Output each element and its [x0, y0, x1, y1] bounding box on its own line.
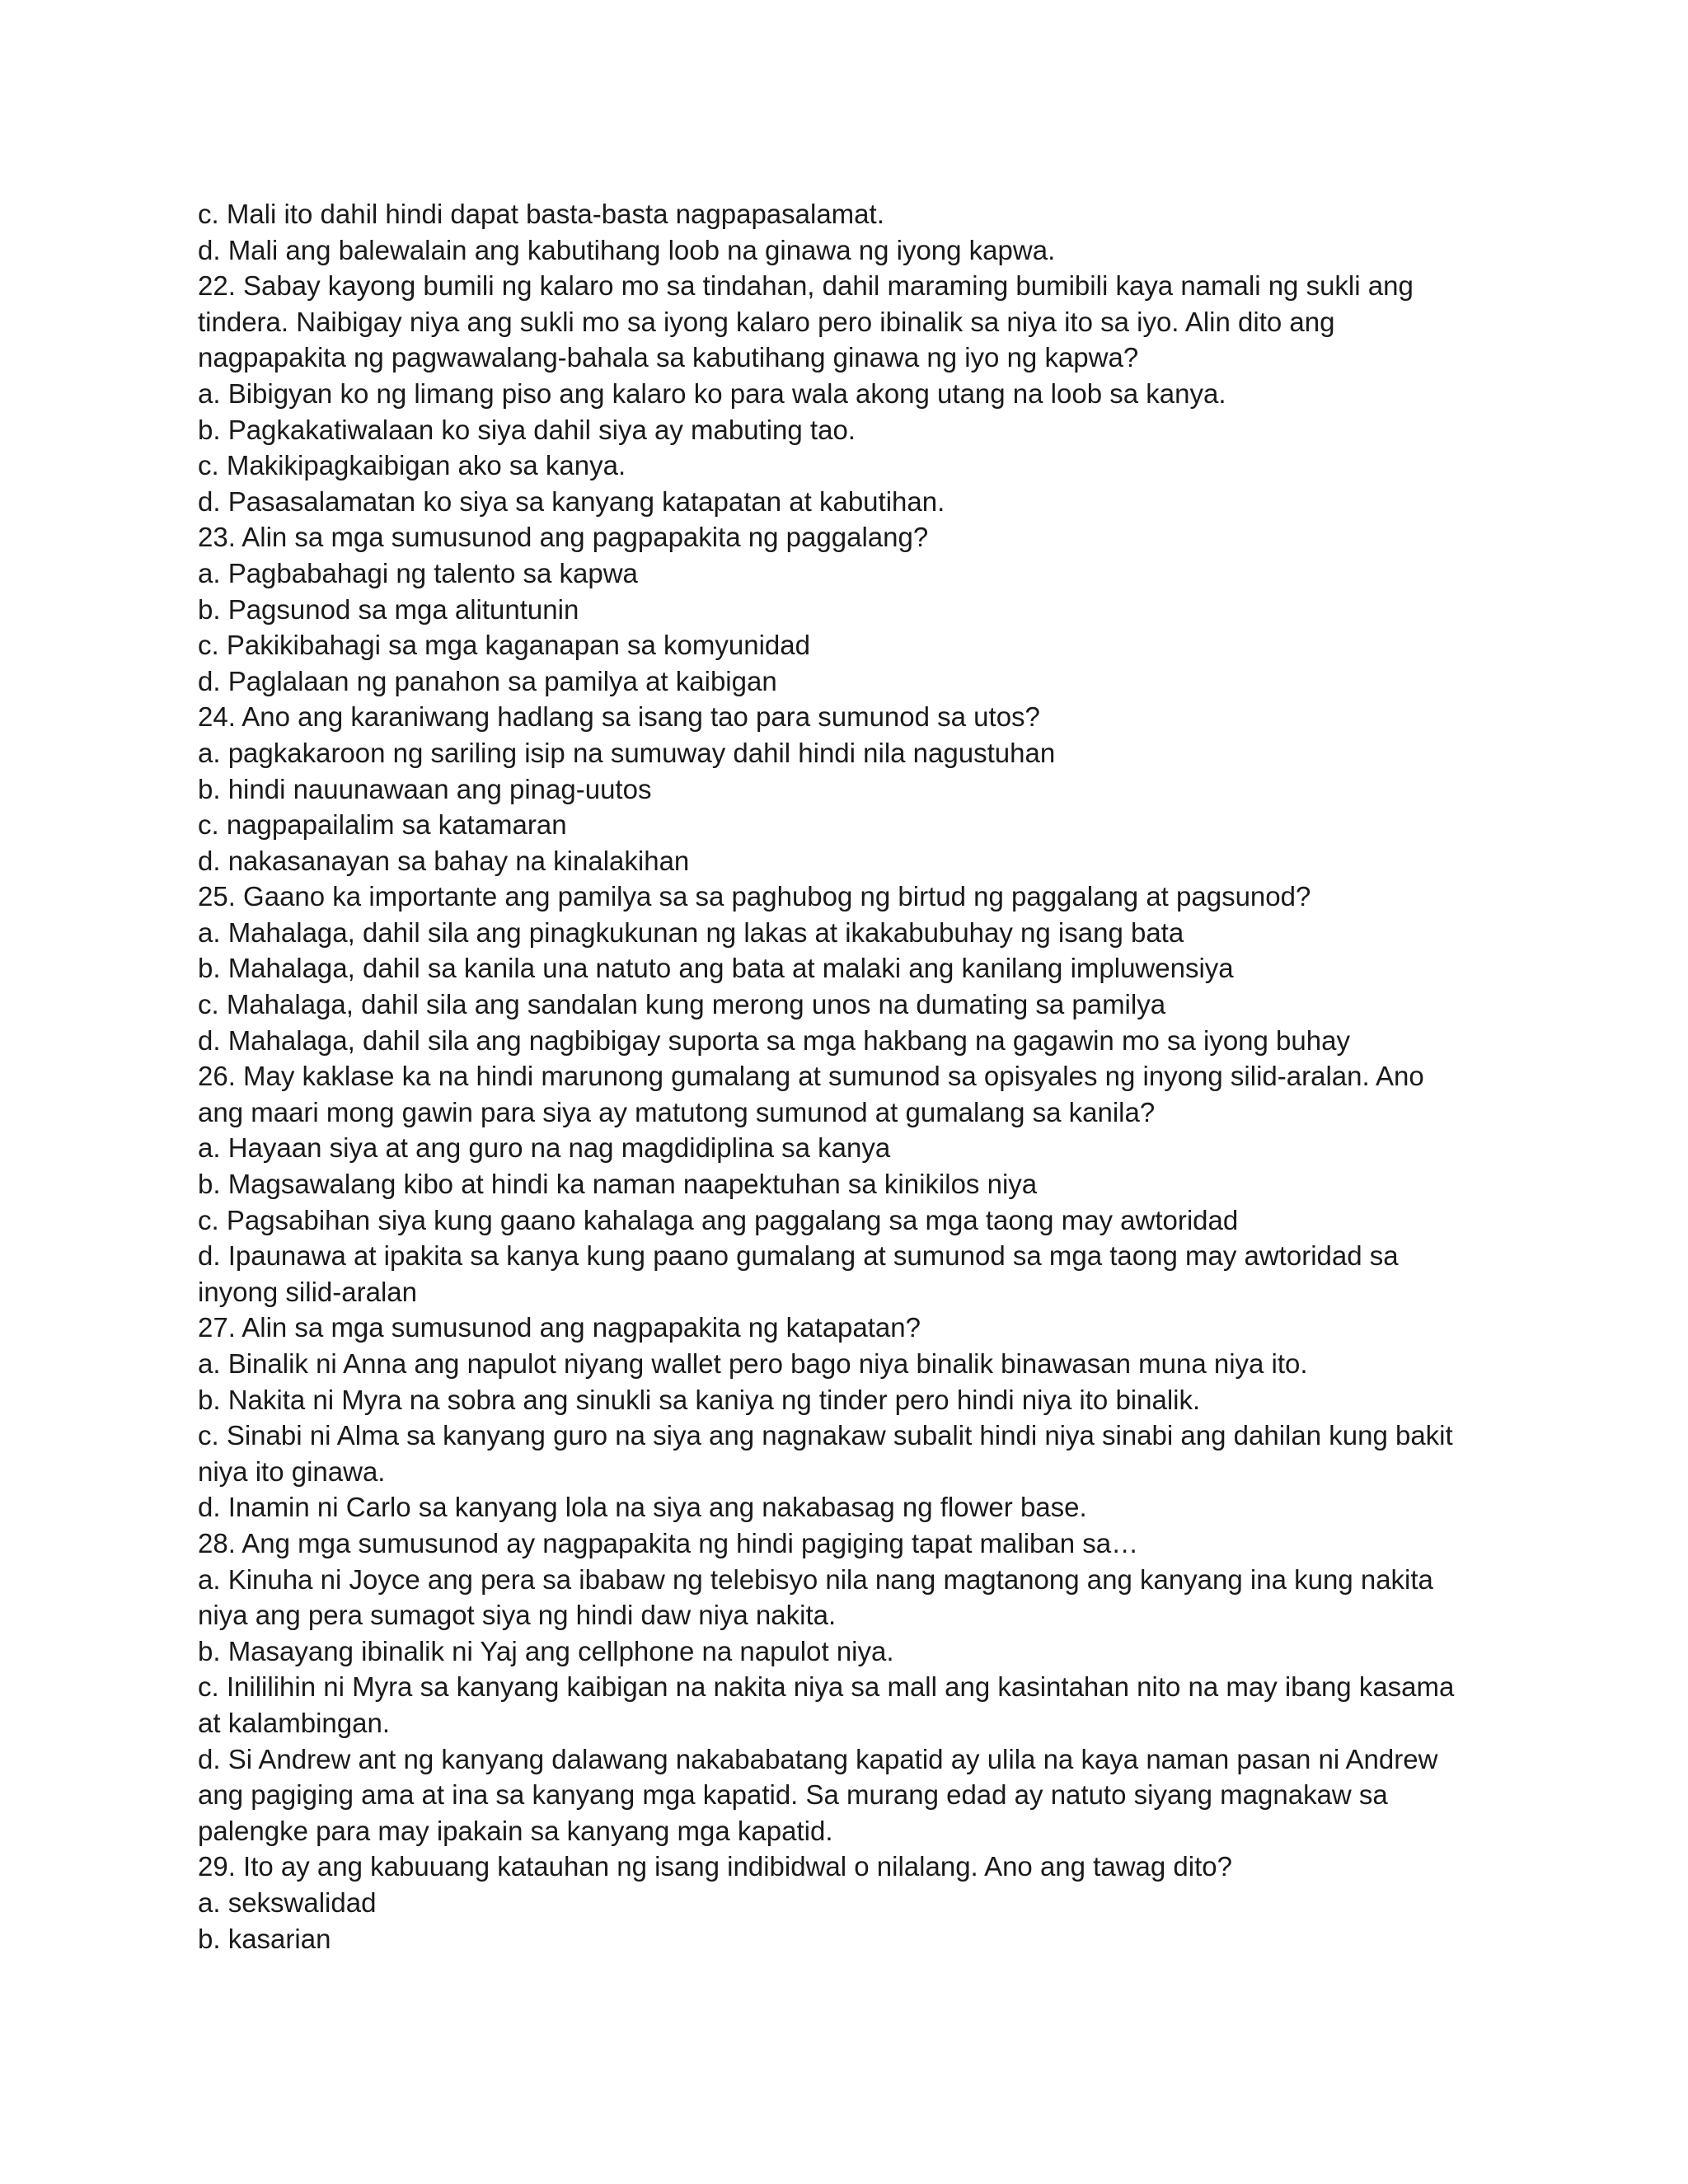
text-line: c. Pagsabihan siya kung gaano kahalaga ang paggalang sa mga taong may awtoridad	[198, 1204, 1239, 1235]
text-line: a. Pagbabahagi ng talento sa kapwa	[198, 557, 638, 588]
text-line: 26. May kaklase ka na hindi marunong gumalang at sumunod sa opisyales ng inyong silid-aralan. Ano	[198, 1061, 1424, 1092]
text-line: inyong silid-aralan	[198, 1276, 417, 1307]
text-line: palengke para may ipakain sa kanyang mga kapatid.	[198, 1815, 833, 1846]
text-line: c. nagpapailalim sa katamaran	[198, 809, 567, 841]
text-line: c. Mahalaga, dahil sila ang sandalan kung merong unos na dumating sa pamilya	[198, 989, 1166, 1020]
text-line: a. Kinuha ni Joyce ang pera sa ibabaw ng telebisyo nila nang magtanong ang kanyang ina kung nakita	[198, 1563, 1433, 1595]
text-line: a. Bibigyan ko ng limang piso ang kalaro ko para wala akong utang na loob sa kanya.	[198, 377, 1226, 409]
text-line: c. Sinabi ni Alma sa kanyang guro na siya ang nagnakaw subalit hindi niya sinabi ang dahilan kung bakit	[198, 1420, 1453, 1451]
text-line: d. Mali ang balewalain ang kabutihang loob na ginawa ng iyong kapwa.	[198, 234, 1056, 265]
text-line: d. Pasasalamatan ko siya sa kanyang katapatan at kabutihan.	[198, 485, 945, 517]
text-line: a. Hayaan siya at ang guro na nag magdidiplina sa kanya	[198, 1132, 891, 1164]
text-line: ang pagiging ama at ina sa kanyang mga kapatid. Sa murang edad ay natuto siyang magnakaw sa	[198, 1779, 1388, 1811]
text-line: c. Pakikibahagi sa mga kaganapan sa komyunidad	[198, 630, 810, 661]
text-line: b. Pagkakatiwalaan ko siya dahil siya ay mabuting tao.	[198, 414, 856, 445]
text-line: 29. Ito ay ang kabuuang katauhan ng isang indibidwal o nilalang. Ano ang tawag dito?	[198, 1851, 1232, 1882]
text-line: d. Paglalaan ng panahon sa pamilya at kaibigan	[198, 665, 777, 696]
text-line: d. Si Andrew ant ng kanyang dalawang nakababatang kapatid ay ulila na kaya naman pasan ni Andrew	[198, 1743, 1438, 1774]
text-line: 28. Ang mga sumusunod ay nagpapakita ng hindi pagiging tapat maliban sa…	[198, 1527, 1139, 1558]
text-line: b. Nakita ni Myra na sobra ang sinukli sa kaniya ng tinder pero hindi niya ito binalik.	[198, 1384, 1201, 1415]
text-line: d. nakasanayan sa bahay na kinalakihan	[198, 845, 690, 876]
text-line: b. Mahalaga, dahil sa kanila una natuto ang bata at malaki ang kanilang impluwensiya	[198, 953, 1234, 984]
text-line: c. Makikipagkaibigan ako sa kanya.	[198, 450, 626, 481]
text-line: b. Magsawalang kibo at hindi ka naman naapektuhan sa kinikilos niya	[198, 1169, 1038, 1200]
text-line: tindera. Naibigay niya ang sukli mo sa iyong kalaro pero ibinalik sa niya ito sa iyo. Alin dito ang	[198, 306, 1335, 337]
text-line: c. Mali ito dahil hindi dapat basta-basta nagpapasalamat.	[198, 199, 884, 229]
text-line: 23. Alin sa mga sumusunod ang pagpapakita ng paggalang?	[198, 522, 929, 553]
text-line: 24. Ano ang karaniwang hadlang sa isang tao para sumunod sa utos?	[198, 701, 1040, 733]
text-line: 22. Sabay kayong bumili ng kalaro mo sa tindahan, dahil maraming bumibili kaya namali ng sukli ang	[198, 270, 1414, 302]
text-line: b. hindi nauunawaan ang pinag-uutos	[198, 773, 652, 804]
text-line: a. Mahalaga, dahil sila ang pinagkukunan ng lakas at ikakabubuhay ng isang bata	[198, 916, 1184, 948]
text-line: a. pagkakaroon ng sariling isip na sumuway dahil hindi nila nagustuhan	[198, 737, 1056, 768]
text-line: 25. Gaano ka importante ang pamilya sa sa paghubog ng birtud ng paggalang at pagsunod?	[198, 881, 1311, 912]
text-line: d. Ipaunawa at ipakita sa kanya kung paano gumalang at sumunod sa mga taong may awtoridad sa	[198, 1240, 1399, 1272]
text-line: 27. Alin sa mga sumusunod ang nagpapakita ng katapatan?	[198, 1312, 921, 1343]
text-line: a. Binalik ni Anna ang napulot niyang wallet pero bago niya binalik binawasan muna niya ito.	[198, 1348, 1308, 1379]
text-line: b. kasarian	[198, 1923, 331, 1954]
text-line: a. sekswalidad	[198, 1886, 377, 1918]
text-line: b. Masayang ibinalik ni Yaj ang cellphone na napulot niya.	[198, 1635, 894, 1666]
text-line: b. Pagsunod sa mga alituntunin	[198, 593, 579, 625]
text-line: c. Inililihin ni Myra sa kanyang kaibigan na nakita niya sa mall ang kasintahan nito na may ibang kasama	[198, 1671, 1455, 1703]
text-line: d. Inamin ni Carlo sa kanyang lola na siya ang nakabasag ng flower base.	[198, 1492, 1087, 1523]
text-line: niya ang pera sumagot siya ng hindi daw niya nakita.	[198, 1600, 837, 1631]
text-line: ang maari mong gawin para siya ay matutong sumunod at gumalang sa kanila?	[198, 1096, 1156, 1127]
text-line: nagpapakita ng pagwawalang-bahala sa kabutihang ginawa ng iyo ng kapwa?	[198, 342, 1139, 373]
text-line: niya ito ginawa.	[198, 1455, 386, 1487]
document-body	[198, 196, 1500, 1957]
text-line: d. Mahalaga, dahil sila ang nagbibigay suporta sa mga hakbang na gagawin mo sa iyong buhay	[198, 1024, 1350, 1056]
text-line: at kalambingan.	[198, 1707, 390, 1738]
